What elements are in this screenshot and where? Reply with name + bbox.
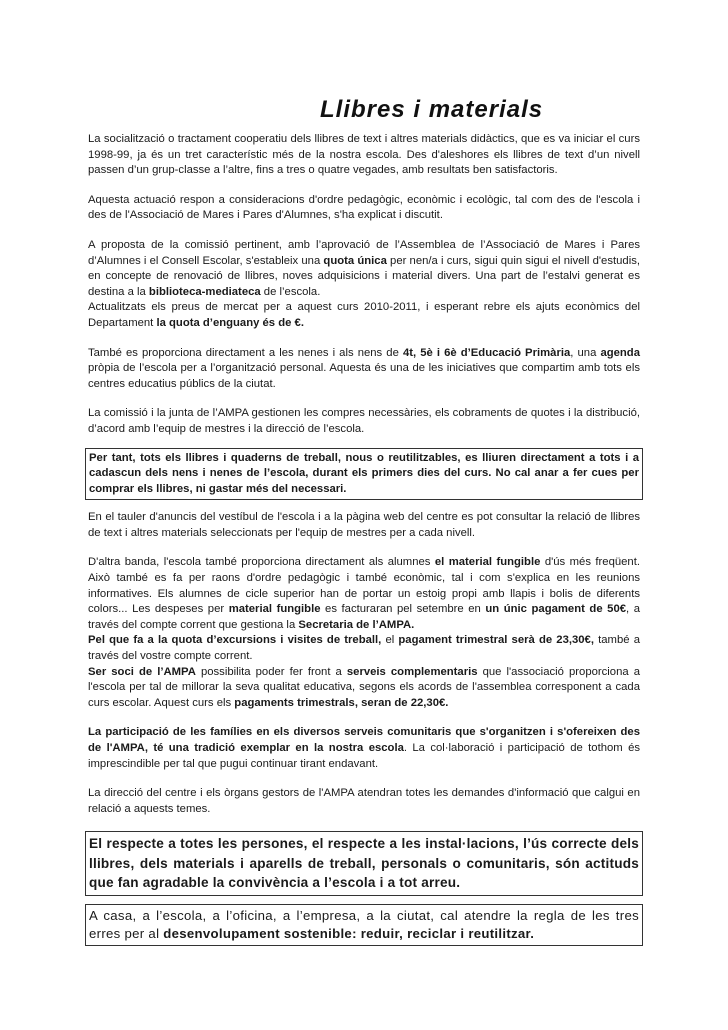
bold-material-fungible: el material fungible <box>434 556 541 569</box>
paragraph-ampa-membership: Ser soci de l’AMPA possibilita poder fer front a serveis complementaris que l'associació proporciona a l'escola per tal de millorar la seva qualitat educativa, segons els acords de l'assemblea corresponent a cada curs escolar. Aquest curs els pagaments trimestrals, seran de 22,30€. <box>88 665 640 709</box>
boxed-notice-books <box>85 448 643 501</box>
paragraph-fungible-material: D'altra banda, l'escola també proporciona directament als alumnes el material fungible d'ús més freqüent. Això també es fa per raons d'ordre pedagògic i també econòmic, tal i com s'explica en les reunions informatives. Els alumnes de cicle superior han de portar un estoig propi amb llapis i bolis de diferents colors... Les despeses per material fungible es facturaran pel setembre en un únic pagament de 50€, a través del compte corrent que gestiona la Secretaria de l’AMPA. <box>88 556 640 631</box>
page-title: Llibres i materials <box>320 96 544 123</box>
boxed-notice-respect <box>85 831 643 895</box>
bold-biblioteca: biblioteca-mediateca <box>148 285 261 298</box>
paragraph-participation: La participació de les famílies en els diversos serveis comunitaris que s'organitzen i s'ofereixen des de l'AMPA, té una tradició exemplar en la nostra escola. La col·laboració i participació de tothom és imprescindible per tal que pugui continuar tirant endavant. <box>88 726 640 770</box>
boxed-notice-books-text: Per tant, tots els llibres i quaderns de treball, nous o reutilitzables, es lliuren directament a tots i a cadascun dels nens i nenes de l’escola, durant els primers dies del curs. No cal anar a fer cues per comprar els llibres, ni gastar més del necessari. <box>89 451 639 495</box>
bold-quarterly-payment: pagament trimestral serà de 23,30€, <box>398 634 594 647</box>
paragraph-socialization: La socialització o tractament cooperatiu dels llibres de text i altres materials didàctics, que es va iniciar el curs 1998-99, ja és un tret característic més de la nostra escola. Des d'aleshores els llibres de text d’un nivell passen d’un grup-classe a l’altre, fins a tres o quatre vegades, amb resultats ben satisfactoris. <box>88 133 640 177</box>
bold-sustainable-development: desenvolupament sostenible: reduir, reciclar i reutilitzar. <box>163 926 535 941</box>
boxed-notice-sustainability <box>85 904 643 947</box>
bold-complementary-services: serveis complementaris <box>346 665 478 678</box>
document-page <box>88 0 640 946</box>
paragraph-agenda: També es proporciona directament a les nenes i als nens de 4t, 5è i 6è d’Educació Primària, una agenda pròpia de l’escola per a l’organització personal. Aquesta és una de les iniciatives que compartim amb tots els centres educatius públics de la ciutat. <box>88 346 640 390</box>
paragraph-excursions: Pel que fa a la quota d’excursions i visites de treball, el pagament trimestral serà de 23,30€, també a través del vostre compte corrent. <box>88 634 640 663</box>
bold-single-payment: un únic pagament de 50€ <box>485 603 627 616</box>
bold-agenda: agenda <box>600 346 640 359</box>
paragraph-single-fee: A proposta de la comissió pertinent, amb l’aprovació de l’Assemblea de l’Associació de Mares i Pares d’Alumnes i el Consell Escolar, s'estableix una quota única per nen/a i curs, sigui quin sigui el nivell d'estudis, en concepte de renovació de llibres, noves adquisicions i material divers. Una part de l’estalvi generat es destina a la biblioteca-mediateca de l’escola. <box>88 238 640 298</box>
paragraph-direction: La direcció del centre i els òrgans gestors de l'AMPA atendran totes les demandes d'informació que calgui en relació a aquests temes. <box>88 787 640 815</box>
paragraph-commission: La comissió i la junta de l’AMPA gestionen les compres necessàries, els cobraments de quotes i la distribució, d’acord amb l’equip de mestres i la direcció de l’escola. <box>88 407 640 435</box>
bold-ampa-member: Ser soci de l’AMPA <box>88 665 196 678</box>
bold-quota-unica: quota única <box>323 254 387 267</box>
paragraph-considerations: Aquesta actuació respon a consideracions d'ordre pedagògic, econòmic i ecològic, tal com des de l'escola i des de l'Associació de Mares i Pares d'Alumnes, s'ha explicat i discutit. <box>88 193 640 222</box>
bold-excursions: Pel que fa a la quota d’excursions i visites de treball, <box>88 634 382 647</box>
bold-quarterly-payments: pagaments trimestrals, seran de 22,30€. <box>234 696 449 709</box>
paragraph-fee-update: Actualitzats els preus de mercat per a aquest curs 2010-2011, i esperant rebre els ajuts econòmics del Departament la quota d’enguany és de €. <box>88 301 640 329</box>
bold-participation: La participació de les famílies en els diversos serveis comunitaris que s'organitzen i s'ofereixen des de l'AMPA, té una tradició exemplar en la nostra escola <box>88 726 640 754</box>
bold-material-fungible-2: material fungible <box>228 603 321 616</box>
boxed-notice-sustainability-text: A casa, a l’escola, a l’oficina, a l’empresa, a la ciutat, cal atendre la regla de les tres erres per al desenvolupament sostenible: reduir, reciclar i reutilitzar. <box>89 907 639 941</box>
bold-grades: 4t, 5è i 6è d’Educació Primària <box>402 346 571 359</box>
boxed-notice-respect-text: El respecte a totes les persones, el respecte a les instal·lacions, l’ús correcte dels llibres, dels materials i aparells de treball, personals o comunitaris, són actituds que fan agradable la convivència a l’escola i a tot arreu. <box>89 836 639 891</box>
paragraph-notice-board: En el tauler d'anuncis del vestíbul de l'escola i a la pàgina web del centre es pot consultar la relació de llibres de text i altres materials seleccionats per l'equip de mestres per a cada nivell. <box>88 511 640 539</box>
bold-secretaria: Secretaria de l’AMPA. <box>298 618 415 631</box>
bold-quota-enguany: la quota d’enguany és de €. <box>156 316 304 329</box>
